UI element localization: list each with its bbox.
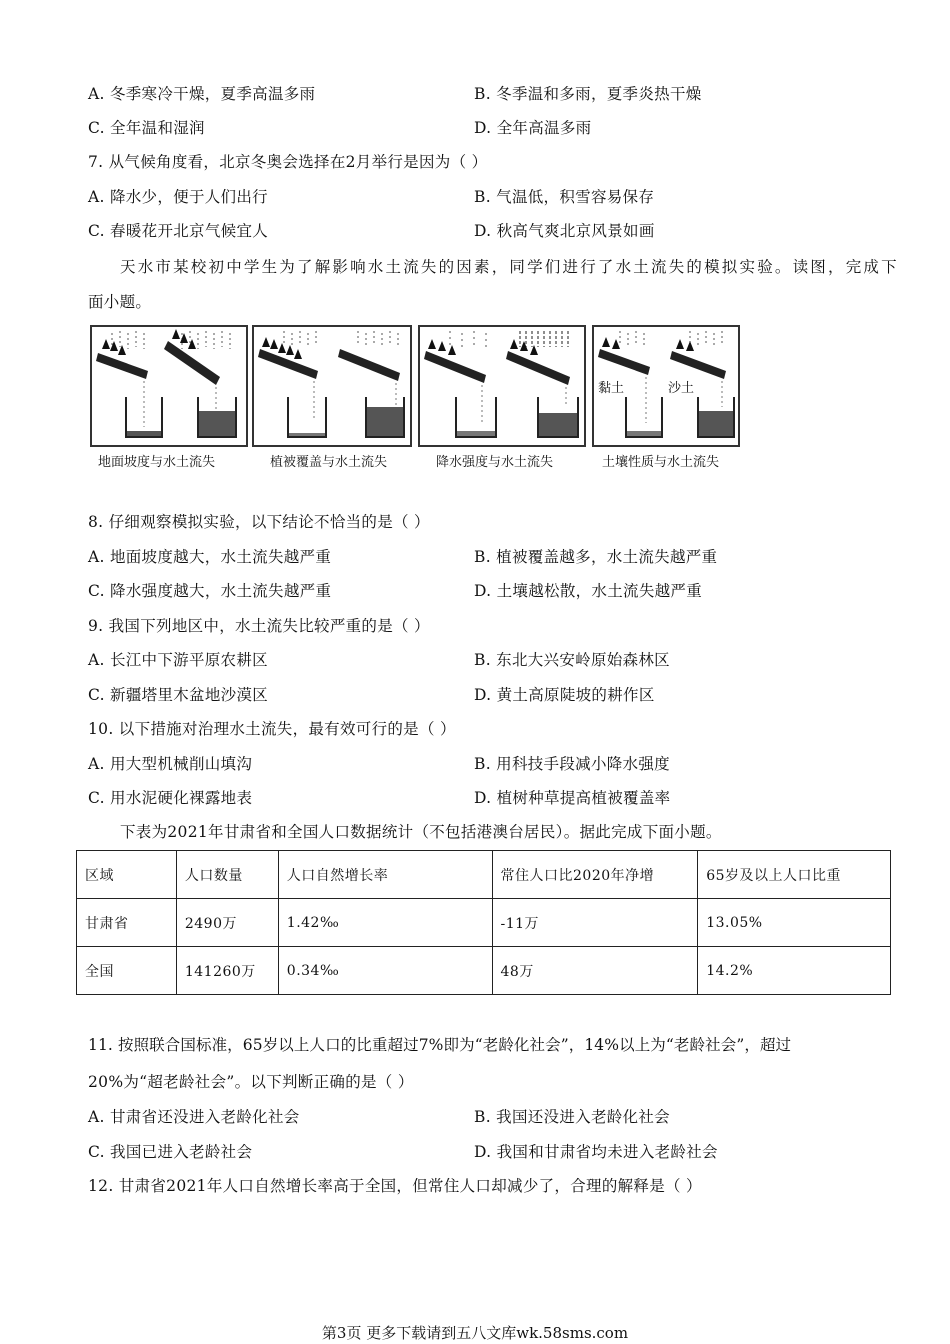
table-cell: 甘肃省	[77, 899, 177, 947]
population-table	[76, 850, 891, 995]
caption-slope: 地面坡度与水土流失	[98, 455, 216, 470]
page-footer: 第3页 更多下载请到五八文库wk.58sms.com	[321, 1324, 629, 1342]
table-cell: 2490万	[176, 899, 278, 947]
q10-option-c: C. 用水泥硬化裸露地表	[88, 789, 253, 807]
table-header-cell: 常住人口比2020年净增	[492, 851, 698, 899]
q6-option-c: C. 全年温和湿润	[88, 119, 205, 137]
soil-label-sand: 沙土	[668, 381, 695, 396]
panel-rain-intensity	[418, 325, 586, 447]
q7-option-b: B. 气温低，积雪容易保存	[474, 188, 655, 206]
q8-stem: 8. 仔细观察模拟实验，以下结论不恰当的是（ ）	[88, 513, 430, 531]
panel-vegetation	[252, 325, 412, 447]
q8-option-b: B. 植被覆盖越多，水土流失越严重	[474, 548, 718, 566]
q10-option-b: B. 用科技手段减小降水强度	[474, 755, 670, 773]
table-cell: 0.34‰	[278, 947, 492, 995]
q10-stem: 10. 以下措施对治理水土流失，最有效可行的是（ ）	[88, 720, 456, 738]
q8-option-d: D. 土壤越松散，水土流失越严重	[474, 582, 703, 600]
panel-soil-type	[592, 325, 740, 447]
q8-option-c: C. 降水强度越大，水土流失越严重	[88, 582, 332, 600]
q9-option-a: A. 长江中下游平原农耕区	[88, 651, 268, 669]
table-cell: 48万	[492, 947, 698, 995]
q9-option-c: C. 新疆塔里木盆地沙漠区	[88, 686, 269, 704]
caption-vegetation: 植被覆盖与水土流失	[270, 455, 388, 470]
q9-option-d: D. 黄土高原陡坡的耕作区	[474, 686, 655, 704]
q7-option-a: A. 降水少，便于人们出行	[88, 188, 268, 206]
table-header-row	[77, 851, 891, 899]
table-cell: -11万	[492, 899, 698, 947]
table-cell: 全国	[77, 947, 177, 995]
q6-option-a: A. 冬季寒冷干燥，夏季高温多雨	[88, 85, 316, 103]
table-cell: 14.2%	[698, 947, 891, 995]
q6-option-b: B. 冬季温和多雨，夏季炎热干燥	[474, 85, 702, 103]
q8-option-a: A. 地面坡度越大，水土流失越严重	[88, 548, 332, 566]
q11-stem-line2: 20%为“超老龄社会”。以下判断正确的是（ ）	[88, 1073, 414, 1091]
q7-stem: 7. 从气候角度看，北京冬奥会选择在2月举行是因为（ ）	[88, 153, 488, 171]
erosion-intro-line1: 天水市某校初中学生为了解影响水土流失的因素，同学们进行了水土流失的模拟实验。读图，完成下	[120, 258, 899, 276]
q12-stem: 12. 甘肃省2021年人口自然增长率高于全国，但常住人口却减少了，合理的解释是（ ）	[88, 1177, 702, 1195]
table-row	[77, 899, 891, 947]
q10-option-d: D. 植树种草提高植被覆盖率	[474, 789, 671, 807]
q11-option-d: D. 我国和甘肃省均未进入老龄社会	[474, 1143, 718, 1161]
q11-option-a: A. 甘肃省还没进入老龄化社会	[88, 1108, 300, 1126]
table-cell: 141260万	[176, 947, 278, 995]
table-row	[77, 947, 891, 995]
caption-rain-intensity: 降水强度与水土流失	[436, 455, 554, 470]
table-cell: 13.05%	[698, 899, 891, 947]
caption-soil-type: 土壤性质与水土流失	[602, 455, 720, 470]
q11-stem-line1: 11. 按照联合国标准，65岁以上人口的比重超过7%即为“老龄化社会”，14%以上为“老龄社会”，超过	[88, 1036, 792, 1054]
q11-option-b: B. 我国还没进入老龄化社会	[474, 1108, 670, 1126]
table-cell: 1.42‰	[278, 899, 492, 947]
q6-option-d: D. 全年高温多雨	[474, 119, 592, 137]
soil-label-clay: 黏土	[598, 381, 625, 396]
q10-option-a: A. 用大型机械削山填沟	[88, 755, 253, 773]
table-header-cell: 65岁及以上人口比重	[698, 851, 891, 899]
table-header-cell: 人口自然增长率	[278, 851, 492, 899]
panel-slope	[90, 325, 248, 447]
q11-option-c: C. 我国已进入老龄社会	[88, 1143, 253, 1161]
q7-option-d: D. 秋高气爽北京风景如画	[474, 222, 655, 240]
table-intro: 下表为2021年甘肃省和全国人口数据统计（不包括港澳台居民）。据此完成下面小题。	[120, 823, 722, 841]
q7-option-c: C. 春暖花开北京气候宜人	[88, 222, 269, 240]
q9-stem: 9. 我国下列地区中，水土流失比较严重的是（ ）	[88, 617, 430, 635]
q9-option-b: B. 东北大兴安岭原始森林区	[474, 651, 670, 669]
erosion-intro-line2: 面小题。	[88, 293, 152, 311]
table-header-cell: 区域	[77, 851, 177, 899]
erosion-experiment-figure	[88, 325, 748, 475]
table-header-cell: 人口数量	[176, 851, 278, 899]
